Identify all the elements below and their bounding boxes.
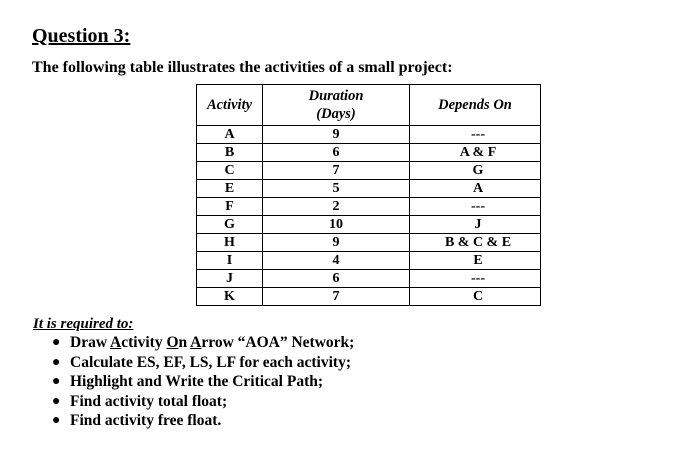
bullet-icon: ● [52,374,61,390]
cell-duration: 10 [263,216,410,234]
cell-depends: A [410,180,541,198]
cell-activity: G [197,216,263,234]
bullet-icon: ● [52,335,61,350]
table-row [197,252,541,270]
cell-activity: H [197,234,263,252]
list-item [52,353,354,373]
cell-duration: 7 [263,162,410,180]
requirements-list [52,333,354,431]
cell-activity: F [197,198,263,216]
table-row [197,234,541,252]
activities-table [196,84,541,306]
table-row [197,162,541,180]
cell-duration: 9 [263,234,410,252]
task-text: Find activity free float. [70,412,222,430]
cell-duration: 5 [263,180,410,198]
cell-depends: --- [410,270,541,288]
cell-activity: K [197,288,263,306]
table-row [197,216,541,234]
cell-duration: 9 [263,126,410,144]
cell-duration: 6 [263,270,410,288]
task-text: Highlight and Write the Critical Path; [70,373,324,391]
aoa-initial-arrow: A [190,334,202,351]
table-row [197,270,541,288]
cell-depends: G [410,162,541,180]
list-item [52,411,354,431]
bullet-icon: ● [52,354,61,370]
cell-duration: 4 [263,252,410,270]
cell-activity: B [197,144,263,162]
cell-activity: J [197,270,263,288]
question-title: Question 3: [32,25,131,47]
header-duration [263,85,410,126]
cell-duration: 2 [263,198,410,216]
aoa-word-on-rest: n [178,334,191,351]
aoa-prefix: Draw [70,334,111,351]
cell-depends: C [410,288,541,306]
question-intro: The following table illustrates the activities of a small project: [32,59,453,76]
header-depends-on: Depends On [410,85,541,126]
cell-depends: E [410,252,541,270]
table-row [197,288,541,306]
cell-depends: --- [410,126,541,144]
header-duration-line1: Duration [308,88,364,104]
table-header-row [197,85,541,126]
aoa-word-activity-rest: ctivity [121,334,167,351]
requirements-label: It is required to: [33,316,134,332]
list-item [52,372,354,392]
aoa-word-arrow-rest: rrow “AOA” Network; [201,334,355,351]
cell-depends: A & F [410,144,541,162]
cell-depends: J [410,216,541,234]
list-item [52,392,354,412]
bullet-icon: ● [52,393,61,409]
aoa-initial-a: A [110,334,122,351]
cell-activity: E [197,180,263,198]
cell-duration: 6 [263,144,410,162]
cell-duration: 7 [263,288,410,306]
table-row [197,198,541,216]
table-row [197,126,541,144]
table-row [197,144,541,162]
cell-activity: C [197,162,263,180]
bullet-icon: ● [52,413,61,429]
table-row [197,180,541,198]
list-item [52,333,354,353]
task-text: Find activity total float; [70,392,228,410]
cell-activity: A [197,126,263,144]
aoa-initial-o: O [166,334,179,351]
cell-activity: I [197,252,263,270]
header-activity: Activity [197,85,263,126]
cell-depends: --- [410,198,541,216]
cell-depends: B & C & E [410,234,541,252]
task-text: Calculate ES, EF, LS, LF for each activity; [70,353,351,371]
header-duration-line2: (Days) [316,106,356,122]
